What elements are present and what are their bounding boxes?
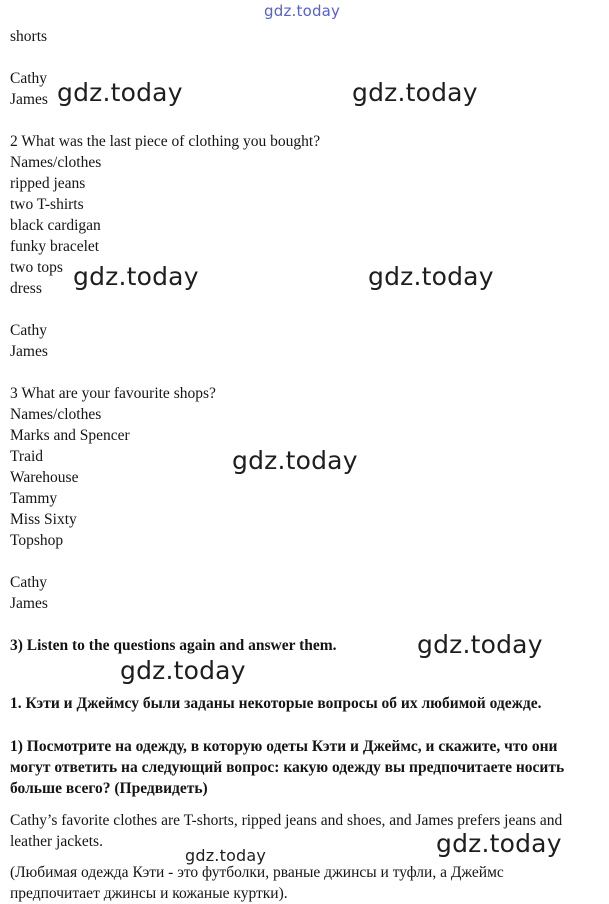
column-header: Names/clothes — [10, 154, 102, 171]
name-james: James — [10, 595, 48, 612]
list-item: ripped jeans — [10, 175, 86, 192]
list-item: funky bracelet — [10, 238, 100, 255]
watermark: gdz.today — [73, 262, 199, 291]
list-item: two tops — [10, 259, 63, 276]
watermark: gdz.today — [417, 630, 543, 659]
task-ru-1: 1. Кэти и Джеймсу были заданы некоторые вопросы об их любимой одежде. — [10, 695, 542, 712]
name-cathy: Cathy — [10, 574, 48, 591]
list-item: two T-shirts — [10, 196, 84, 213]
name-cathy: Cathy — [10, 70, 48, 87]
name-james: James — [10, 91, 48, 108]
column-header: Names/clothes — [10, 406, 102, 423]
list-item: black cardigan — [10, 217, 101, 234]
list-item: shorts — [10, 28, 48, 45]
question-2: 2 What was the last piece of clothing you bought? — [10, 133, 321, 150]
watermark: gdz.today — [57, 78, 183, 107]
watermark: gdz.today — [352, 78, 478, 107]
name-cathy: Cathy — [10, 322, 48, 339]
answer-ru: (Любимая одежда Кэти - это футболки, рваные джинсы и туфли, а Джеймс предпочитает джинсы и кожаные куртки). — [10, 864, 504, 902]
watermark: gdz.today — [120, 656, 246, 685]
watermark-top: gdz.today — [264, 2, 341, 20]
watermark: gdz.today — [368, 262, 494, 291]
list-item: Warehouse — [10, 469, 79, 486]
question-3: 3 What are your favourite shops? — [10, 385, 216, 402]
watermark: gdz.today — [436, 829, 562, 858]
list-item: Marks and Spencer — [10, 427, 130, 444]
list-item: Traid — [10, 448, 44, 465]
list-item: dress — [10, 280, 42, 297]
answer-en: Cathy’s favorite clothes are T-shorts, ripped jeans and shoes, and James prefers jeans and leather jackets. — [10, 812, 563, 850]
name-james: James — [10, 343, 48, 360]
list-item: Miss Sixty — [10, 511, 77, 528]
task-ru-1-1: 1) Посмотрите на одежду, в которую одеты Кэти и Джеймс, и скажите, что они могут ответить на следующий вопрос: какую одежду вы предпочитаете носить больше всего? (Предвидеть) — [10, 738, 565, 797]
list-item: Topshop — [10, 532, 64, 549]
task-heading: 3) Listen to the questions again and answer them. — [10, 637, 337, 654]
watermark-small: gdz.today — [185, 846, 267, 865]
watermark: gdz.today — [232, 446, 358, 475]
list-item: Tammy — [10, 490, 58, 507]
